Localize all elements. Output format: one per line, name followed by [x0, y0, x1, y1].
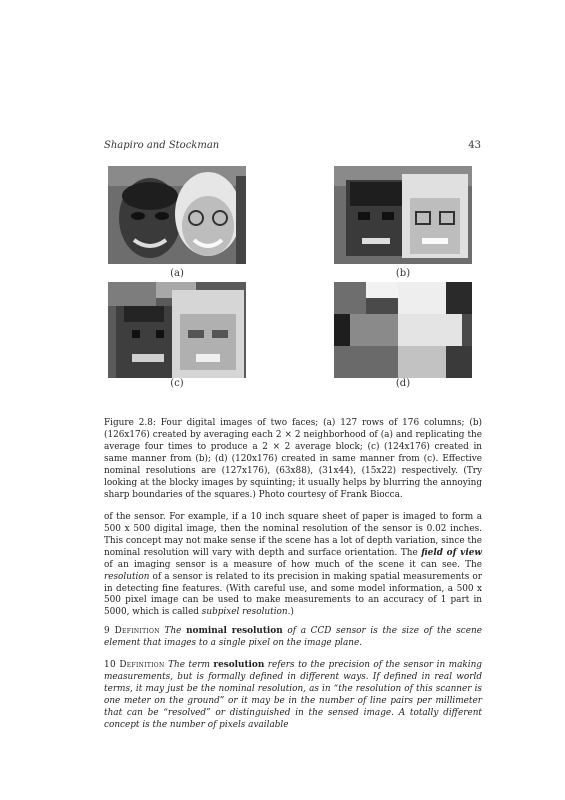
- body-text: of a sensor is related to its precision in making spatial measurements or in detecting fine features. (With careful use, and some model information, a 500 x 500 pixel image can be used to make measurements to an accuracy of 1 part in 5000, which is called: [104, 571, 482, 618]
- term-resolution: resolution: [104, 571, 150, 582]
- figure-label-a: (a): [170, 268, 184, 279]
- definition-term: nominal resolution: [186, 626, 283, 636]
- definition-term: resolution: [213, 660, 265, 670]
- page-number: 43: [468, 140, 481, 151]
- body-paragraph: [104, 512, 482, 619]
- definition-text: The term: [164, 660, 214, 670]
- definition-9: [104, 626, 482, 650]
- body-text: .): [287, 607, 294, 618]
- definition-text: refers to the precision of the sensor in making measurements, but is formally defined in different ways. If defined in real world terms, it may just be the nominal resolution, as in “the resolution of this scanner is one meter on the ground” or it may be in the number of line pairs per millimeter that can be “resolved” or distinguished in the sensed image. A totally different concept is the number of pixels available: [104, 660, 482, 730]
- page-header: [104, 140, 481, 154]
- figure-image-b: [334, 166, 472, 264]
- figure-label-d: (d): [395, 378, 411, 389]
- definition-number: 9: [104, 626, 110, 636]
- figure-label-c: (c): [170, 378, 184, 389]
- running-head-authors: Shapiro and Stockman: [104, 140, 220, 151]
- definition-number: 10: [104, 660, 116, 670]
- figure-image-a: [108, 166, 246, 264]
- figure-image-c: [108, 282, 246, 378]
- definition-text: of a CCD sensor is the size of the scene element that images to a single pixel on the image plane.: [104, 626, 482, 648]
- term-field-of-view: field of view: [421, 547, 482, 558]
- definition-text: The: [159, 626, 187, 636]
- body-text: of an imaging sensor is a measure of how much of the scene it can see. The: [104, 559, 482, 570]
- figure-label-b: (b): [395, 268, 411, 279]
- term-subpixel-resolution: subpixel resolution: [201, 607, 288, 618]
- figure-image-d: [334, 282, 472, 378]
- definition-10: [104, 660, 482, 732]
- figure-caption: Figure 2.8: Four digital images of two faces; (a) 127 rows of 176 columns; (b) (126x176) created by averaging each 2 × 2 neighborhood of (a) and replicating the average four times to produce a 2 × 2 average block; (c) (124x176) created in same manner from (b); (d) (120x176) created in same manner from (c). Effective nominal resolutions are (127x176), (63x88), (31x44), (15x22) respectively. (Try looking at the blocky images by squinting; it usually helps by blurring the annoying sharp boundaries of the squares.) Photo courtesy of Frank Biocca.: [104, 418, 482, 500]
- body-text: of the sensor. For example, if a 10 inch square sheet of paper is imaged to form a 500 x 500 digital image, then the nominal resolution of the sensor is 0.02 inches. This concept may not make sense if the scene has a lot of depth variation, since the nominal resolution will vary with depth and surface orientation. The: [104, 512, 482, 558]
- definition-keyword: Definition: [119, 660, 165, 670]
- definition-keyword: Definition: [114, 626, 160, 636]
